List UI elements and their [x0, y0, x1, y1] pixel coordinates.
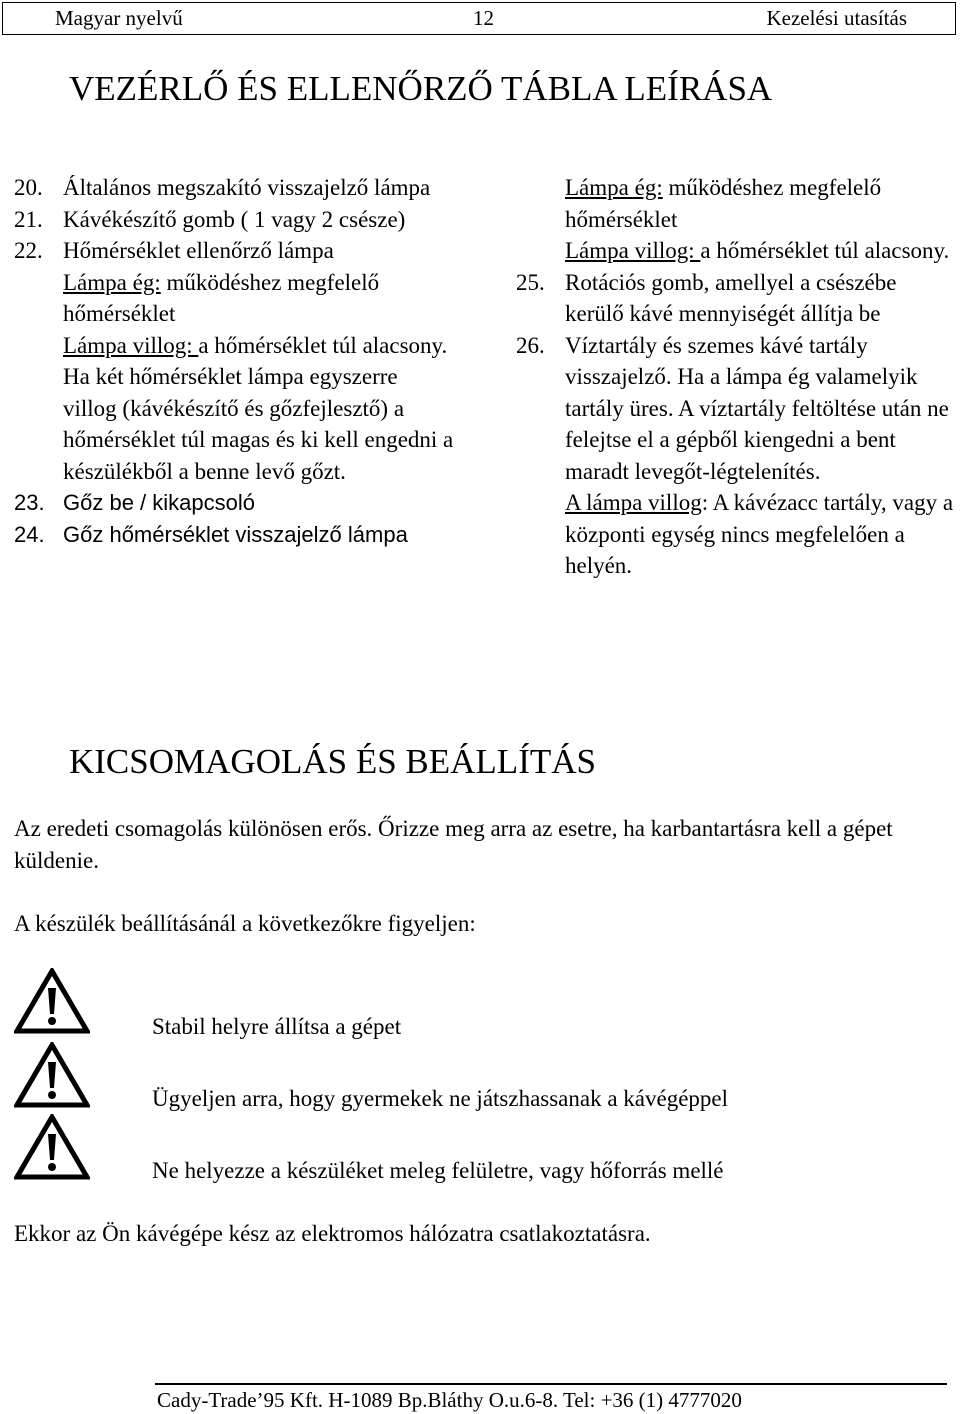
list-item-26 [516, 330, 956, 582]
item-text: Gőz be / kikapcsoló [63, 490, 255, 515]
list-item-23 [14, 487, 454, 519]
right-column [516, 172, 956, 582]
unpacking-paragraph: Az eredeti csomagolás különösen erős. Őrizze meg arra az esetre, ha karbantartásra kell a gépet küldenie. [14, 816, 893, 873]
list-item-25 [516, 267, 956, 330]
lamp-on-label: Lámpa ég: [63, 269, 161, 295]
item-text: Kávékészítő gomb ( 1 vagy 2 csésze) [63, 206, 406, 232]
lamp-blink-label: A lámpa villog [565, 490, 702, 515]
setup-intro-paragraph: A készülék beállításánál a következőkre figyeljen: [14, 911, 476, 936]
section-title-control-panel: VEZÉRLŐ ÉS ELLENŐRZŐ TÁBLA LEÍRÁSA [69, 69, 773, 108]
header-doc-title: Kezelési utasítás [766, 6, 907, 30]
item-text: Rotációs gomb, amellyel a csészébe kerülő kávé mennyiségét állítja be [565, 269, 897, 326]
list-item-21 [14, 204, 454, 236]
item-number: 25. [516, 269, 545, 295]
warning-text-children: Ügyeljen arra, hogy gyermekek ne játszhassanak a kávégéppel [152, 1086, 729, 1111]
page-header [2, 2, 956, 35]
page-number: 12 [473, 6, 494, 30]
left-column [14, 172, 454, 550]
item-text: Gőz hőmérséklet visszajelző lámpa [63, 521, 408, 547]
section-title-unpacking: KICSOMAGOLÁS ÉS BEÁLLÍTÁS [69, 742, 596, 781]
lamp-on-text: működéshez megfelelő hőmérséklet [565, 175, 882, 232]
item-text: Általános megszakító visszajelző lámpa [63, 175, 431, 200]
item-22-title: Hőmérséklet ellenőrző lámpa [63, 238, 334, 263]
item-number: 22. [14, 238, 43, 263]
list-item-24 [14, 519, 454, 551]
item-number: 20. [14, 175, 43, 200]
warning-triangle-icon [14, 1042, 90, 1108]
lamp-blink-text: a hőmérséklet túl alacsony. [700, 238, 950, 263]
item-text [63, 235, 454, 487]
item-number: 23. [14, 490, 45, 515]
lamp-blink-label: Lámpa villog: [63, 332, 199, 358]
warning-text-heat-source: Ne helyezze a készüléket meleg felületre, vagy hőforrás mellé [152, 1158, 724, 1183]
item-number: 24. [14, 521, 45, 547]
ready-paragraph: Ekkor az Ön kávégépe kész az elektromos hálózatra csatlakoztatásra. [14, 1221, 651, 1246]
lamp-blink-label: Lámpa villog: [565, 238, 701, 263]
lamp-on-text: működéshez megfelelő hőmérséklet [63, 269, 380, 326]
warning-text-stable-place: Stabil helyre állítsa a gépet [152, 1014, 402, 1039]
footer-divider [155, 1383, 947, 1385]
item-number: 21. [14, 206, 43, 232]
lamp-on-label: Lámpa ég: [565, 175, 663, 200]
item-text [565, 330, 956, 582]
lamp-blink-text: : A kávézacc tartály, vagy a központi egység nincs megfelelően a helyén. [565, 490, 954, 578]
item-26-text: Víztartály és szemes kávé tartály visszajelző. Ha a lámpa ég valamelyik tartály üres. A víztartály feltöltése után ne felejtse el a gépből kiengedni a bent maradt levegőt-légtelenítés. [565, 332, 949, 484]
item-number: 26. [516, 332, 545, 358]
footer-company-info: Cady-Trade’95 Kft. H-1089 Bp.Bláthy O.u.6-8. Tel: +36 (1) 4777020 [157, 1388, 742, 1412]
list-item-20 [14, 172, 454, 204]
warning-triangle-icon [14, 1114, 90, 1180]
list-item-22 [14, 235, 454, 487]
lamp-blink-text: a hőmérséklet túl alacsony. Ha két hőmérséklet lámpa egyszerre villog (kávékészítő és gőzfejlesztő) a hőmérséklet túl magas és ki kell engedni a készülékből a benne levő gőzt. [63, 332, 454, 484]
warning-triangle-icon [14, 968, 90, 1034]
item-24-status [516, 172, 956, 267]
header-language: Magyar nyelvű [55, 6, 183, 30]
